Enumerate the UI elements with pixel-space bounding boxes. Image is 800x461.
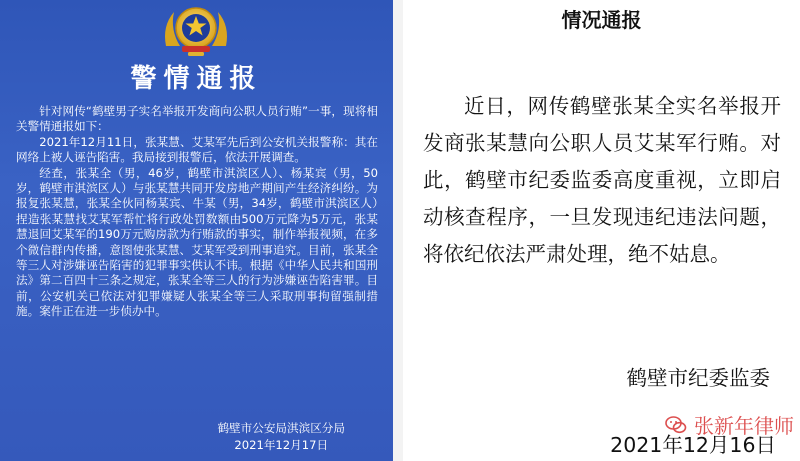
police-notice-title: 警情通报 (130, 64, 263, 94)
discipline-notice-panel (403, 0, 800, 461)
wechat-icon (664, 413, 688, 437)
police-emblem-icon (158, 2, 234, 58)
discipline-notice-title: 情况通报 (561, 8, 642, 32)
police-notice-body (16, 104, 378, 320)
watermark-text: 张新年律师 (694, 414, 794, 438)
police-notice-panel (0, 0, 393, 461)
discipline-notice-date: 2021年12月16日 (610, 433, 776, 457)
police-notice-paragraph: 2021年12月11日，张某慧、艾某军先后到公安机关报警称：其在网络上被人诬告陷害。我局接到报警后，依法开展调查。 (16, 134, 378, 165)
discipline-notice-org: 鹤壁市纪委监委 (626, 366, 770, 390)
police-notice-signoff (217, 420, 345, 454)
discipline-notice-paragraph: 近日，网传鹤壁张某全实名举报开发商张某慧向公职人员艾某军行贿。对此，鹤壁市纪委监委高度重视，立即启动核查程序，一旦发现违纪违法问题，将依纪依法严肃处理，绝不姑息。 (423, 94, 781, 266)
discipline-notice-body (423, 88, 781, 273)
watermark (664, 410, 794, 439)
police-notice-date: 2021年12月17日 (234, 438, 329, 452)
panel-divider (393, 0, 403, 461)
police-notice-paragraph: 经查，张某全（男，46岁，鹤壁市淇滨区人）、杨某宾（男，50岁，鹤壁市淇滨区人）与张某慧共同开发房地产期间产生经济纠纷。为报复张某慧，张某全伙同杨某宾、牛某（男，34岁，鹤壁市淇滨区人）捏造张某慧找艾某军帮忙将行政处罚数额由500万元降为5万元，张某慧退回艾某军的190万元购房款为行贿款的事实，制作举报视频，在多个微信群内传播，意图使张某慧、艾某军受到刑事追究。目前，张某全等三人对涉嫌诬告陷害的犯罪事实供认不讳。根据《中华人民共和国刑法》第二百四十三条之规定，张某全等三人的行为涉嫌诬告陷害罪。目前，公安机关已依法对犯罪嫌疑人张某全等三人采取刑事拘留强制措施。案件正在进一步侦办中。 (16, 165, 378, 319)
police-notice-org: 鹤壁市公安局淇滨区分局 (217, 421, 345, 435)
police-notice-paragraph: 针对网传“鹤壁男子实名举报开发商向公职人员行贿”一事，现将相关警情通报如下： (16, 104, 378, 134)
